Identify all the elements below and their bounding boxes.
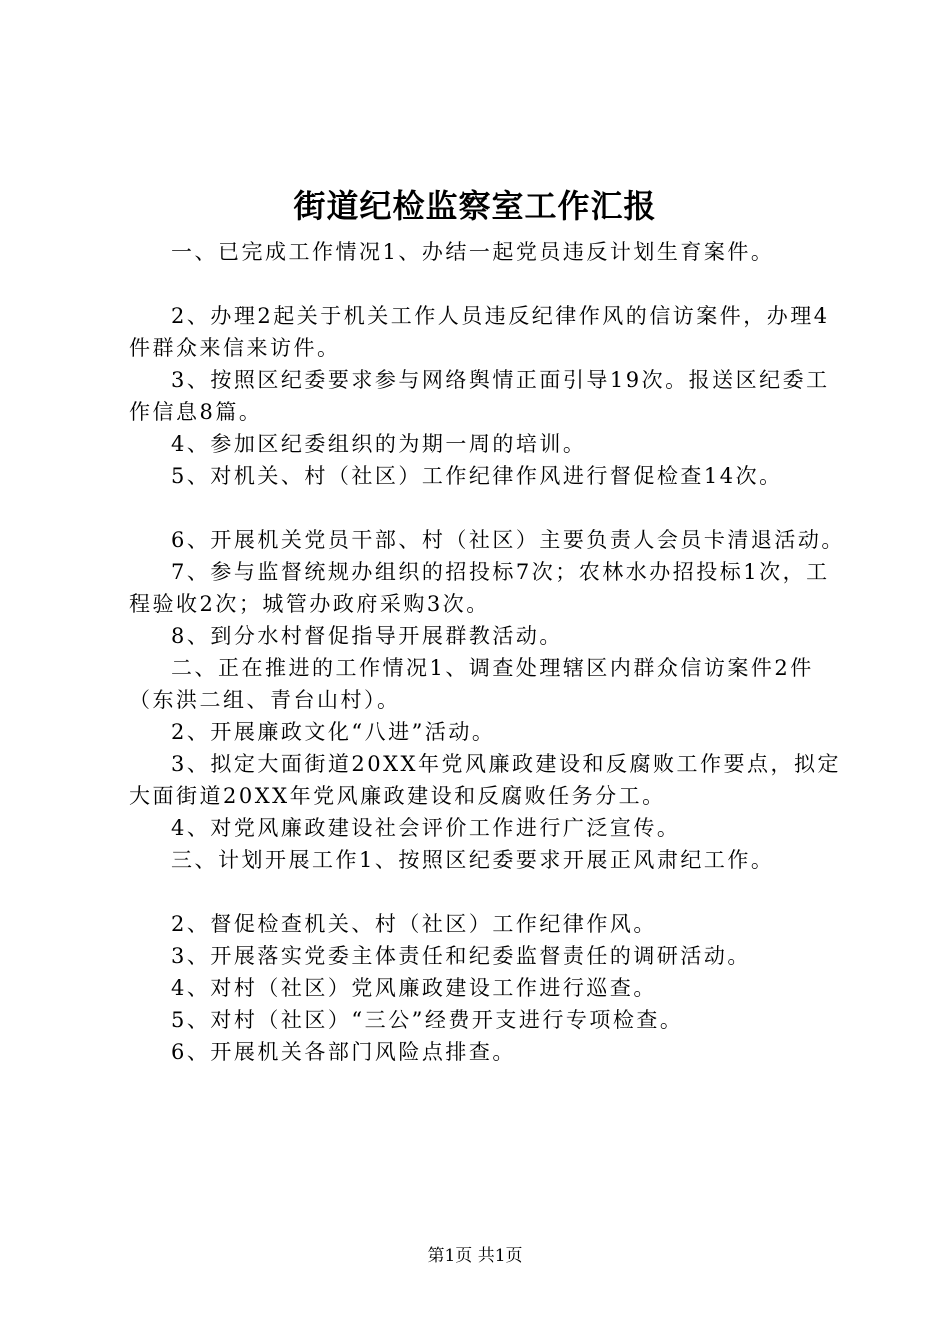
paragraph: 6、开展机关党员干部、村（社区）主要负责人会员卡清退活动。 — [171, 528, 845, 552]
paragraph: 3、拟定大面街道20XX年党风廉政建设和反腐败工作要点，拟定大面街道20XX年党风廉政建设和反腐败任务分工。 — [129, 752, 841, 808]
paragraph: 4、对党风廉政建设社会评价工作进行广泛宣传。 — [171, 816, 681, 840]
paragraph: 6、开展机关各部门风险点排查。 — [171, 1040, 516, 1064]
paragraph: 3、按照区纪委要求参与网络舆情正面引导19次。报送区纪委工作信息8篇。 — [129, 368, 830, 424]
paragraph: 一、已完成工作情况1、办结一起党员违反计划生育案件。 — [171, 240, 775, 264]
paragraph: 三、计划开展工作1、按照区纪委要求开展正风肃纪工作。 — [171, 848, 775, 872]
paragraph: 二、正在推进的工作情况1、调查处理辖区内群众信访案件2件（东洪二组、青台山村）。 — [129, 656, 814, 712]
paragraph: 3、开展落实党委主体责任和纪委监督责任的调研活动。 — [171, 944, 751, 968]
paragraph: 7、参与监督统规办组织的招投标7次；农林水办招投标1次，工程验收2次；城管办政府采购3次。 — [129, 560, 830, 616]
paragraph: 5、对机关、村（社区）工作纪律作风进行督促检查14次。 — [171, 464, 783, 488]
document-title: 街道纪检监察室工作汇报 — [293, 187, 657, 225]
paragraph: 5、对村（社区）“三公”经费开支进行专项检查。 — [171, 1008, 684, 1032]
document-body — [129, 236, 849, 1068]
paragraph: 4、参加区纪委组织的为期一周的培训。 — [171, 432, 587, 456]
paragraph: 4、对村（社区）党风廉政建设工作进行巡查。 — [171, 976, 657, 1000]
page-footer: 第1页 共1页 — [427, 1246, 523, 1266]
paragraph: 2、督促检查机关、村（社区）工作纪律作风。 — [171, 912, 657, 936]
paragraph: 8、到分水村督促指导开展群教活动。 — [171, 624, 563, 648]
paragraph: 2、办理2起关于机关工作人员违反纪律作风的信访案件，办理4件群众来信来访件。 — [129, 304, 830, 360]
paragraph: 2、开展廉政文化“八进”活动。 — [171, 720, 496, 744]
